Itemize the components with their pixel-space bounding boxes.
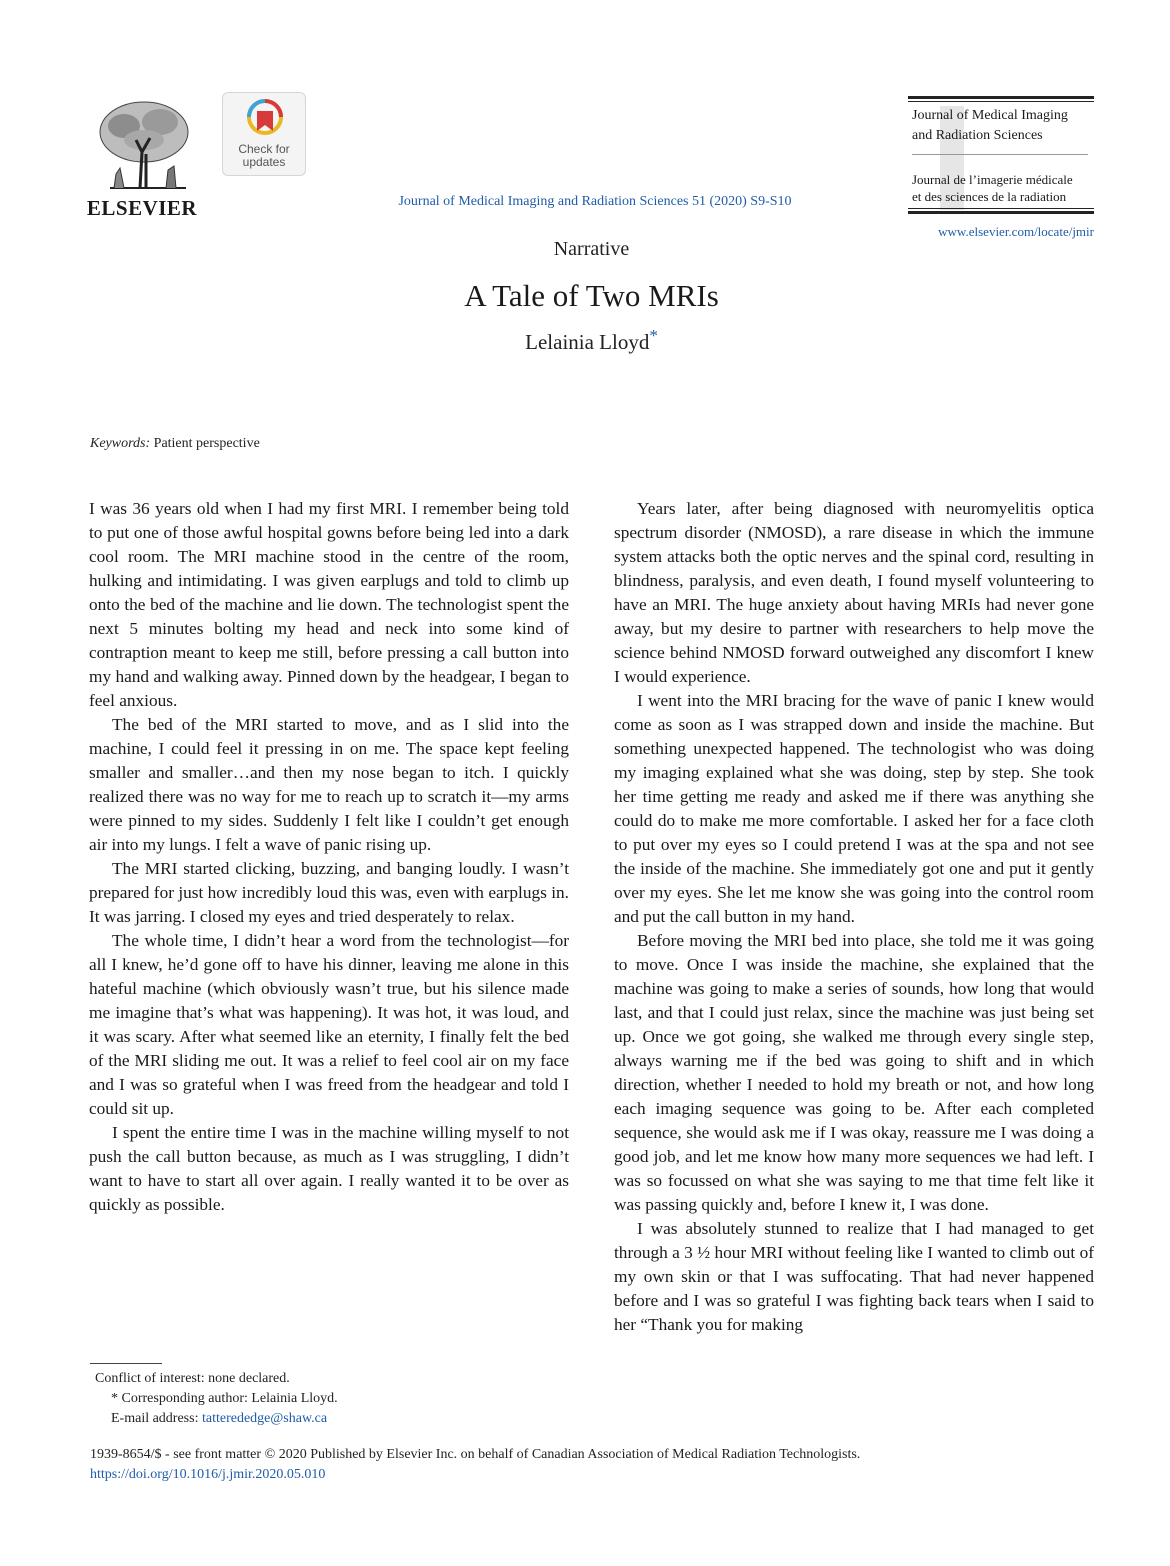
paragraph: I went into the MRI bracing for the wave of panic I knew would come as soon as I was strapped down and inside the machine. But something unexpected happened. The technologist who was doing my imaging explained what she was doing, step by step. She took her time getting me ready and asked me if there was anything she could do to make me more comfortable. I asked her for a face cloth to put over my eyes so I could pretend I was at the spa and not see the inside of the machine. She immediately got one and put it gently over my eyes. She let me know she was going into the control room and put the call button in my hand. [614,691,1094,926]
paragraph: The bed of the MRI started to move, and as I slid into the machine, I could feel it pressing in on me. The space kept feeling smaller and smaller…and then my nose began to itch. I quickly realized there was no way for me to reach up to scratch it—my arms were pinned to my sides. Suddenly I felt like I couldn’t get enough air into my lungs. I felt a wave of panic rising up. [89,715,569,854]
article-author [0,326,1170,355]
email-label: E-mail address: [111,1411,199,1426]
author-name: Lelainia Lloyd [525,330,650,354]
corresponding-author-note-mark: * [111,1391,118,1406]
footnote-rule [90,1363,162,1364]
email-link[interactable]: tatterededge@shaw.ca [201,1411,328,1426]
keywords-value: Patient perspective [153,436,260,451]
check-for-updates-icon [247,99,283,139]
paragraph: Years later, after being diagnosed with neuromyelitis optica spectrum disorder (NMOSD), a rare disease in which the immune system attacks both the optic nerves and the spinal cord, resulting in blindness, paralysis, and even death, I found myself volunteering to have an MRI. The huge anxiety about having MRIs had never gone away, but my desire to partner with researchers to help move the science behind NMOSD forward outweighed any discomfort I knew I would experience. [614,499,1094,686]
journal-box-rule [908,208,1094,209]
journal-title-english-line2: and Radiation Sciences [912,128,1043,143]
paragraph: I was 36 years old when I had my first MRI. I remember being told to put one of those awful hospital gowns before being led into a dark cool room. The MRI machine stood in the centre of the room, hulking and intimidating. I was given earplugs and told to climb up onto the bed of the machine and lie down. The technologist spent the next 5 minutes bolting my head and neck into some kind of contraption meant to keep me still, before pressing a call button into my hand and walking away. Pinned down by the headgear, I began to feel anxious. [89,499,569,710]
copyright-line: 1939-8654/$ - see front matter © 2020 Published by Elsevier Inc. on behalf of Canadian Association of Medical Radiation Technologists. [90,1447,861,1462]
corresponding-author-mark[interactable]: * [649,326,658,345]
check-for-updates-badge[interactable] [222,92,306,176]
paragraph: The whole time, I didn’t hear a word from the technologist—for all I knew, he’d gone off to have his dinner, leaving me alone in this hateful machine (which obviously wasn’t true, but his silence made me imagine that’s what was happening). It was hot, it was loud, and it was scary. After what seemed like an eternity, I finally felt the bed of the MRI sliding me out. It was a relief to feel cool air on my face and I was so grateful when I was freed from the headgear and told I could sit up. [89,931,569,1118]
keywords-label: Keywords: [90,436,151,451]
article-title: A Tale of Two MRIs [464,278,719,313]
elsevier-tree-logo [90,96,198,192]
journal-url-link[interactable]: www.elsevier.com/locate/jmir [938,224,1094,239]
email-note [111,1409,327,1429]
body-column-right [614,497,1094,1337]
journal-citation[interactable]: Journal of Medical Imaging and Radiation Sciences 51 (2020) S9-S10 [398,194,792,209]
keywords [90,436,260,452]
journal-title-french-line1: Journal de l’imagerie médicale [912,172,1073,187]
paragraph: I was absolutely stunned to realize that I had managed to get through a 3 ½ hour MRI without feeling like I wanted to climb out of my own skin or that I was suffocating. That had never happened before and I was so grateful I was fighting back tears when I said to her “Thank you for making [614,1219,1094,1334]
journal-title-french-line2: et des sciences de la radiation [912,189,1067,204]
journal-title-english-line1: Journal of Medical Imaging [912,108,1068,123]
doi-link[interactable]: https://doi.org/10.1016/j.jmir.2020.05.010 [90,1467,326,1482]
conflict-of-interest-note: Conflict of interest: none declared. [95,1371,290,1386]
corresponding-author-note [111,1389,338,1409]
body-column-left [89,497,569,1217]
paragraph: Before moving the MRI bed into place, she told me it was going to move. Once I was inside the machine, she explained that the machine was going to make a series of sounds, how long that would last, and that I could just relax, since the machine was just being set up. Once we got going, she walked me through every single step, always warning me if the bed was going to shift and in which direction, whether I needed to hold my breath or not, and how long each imaging sequence was going to be. After each completed sequence, she would ask me if I was okay, reassure me I was doing a good job, and let me know how many more sequences we had left. I was so focussed on what she was saying to me that time felt like it was passing quickly and, before I knew it, I was done. [614,931,1094,1214]
journal-box-rule [908,101,1094,102]
journal-box-divider [912,154,1088,155]
corresponding-author-note-text: Corresponding author: Lelainia Lloyd. [121,1391,338,1406]
article-section-label: Narrative [553,238,630,260]
journal-box-rule [908,211,1094,214]
paragraph: I spent the entire time I was in the machine willing myself to not push the call button because, as much as I was struggling, I didn’t want to have to start all over again. I really wanted it to be over as quickly as possible. [89,1123,569,1214]
journal-title-french [912,171,1094,205]
check-for-updates-label: Check for updates [238,142,290,169]
publisher-name: ELSEVIER [86,196,198,220]
journal-title-english [912,106,1094,146]
paragraph: The MRI started clicking, buzzing, and banging loudly. I wasn’t prepared for just how incredibly loud this was, even with earplugs in. It was jarring. I closed my eyes and tried desperately to relax. [89,859,569,926]
journal-box-rule [908,96,1094,99]
